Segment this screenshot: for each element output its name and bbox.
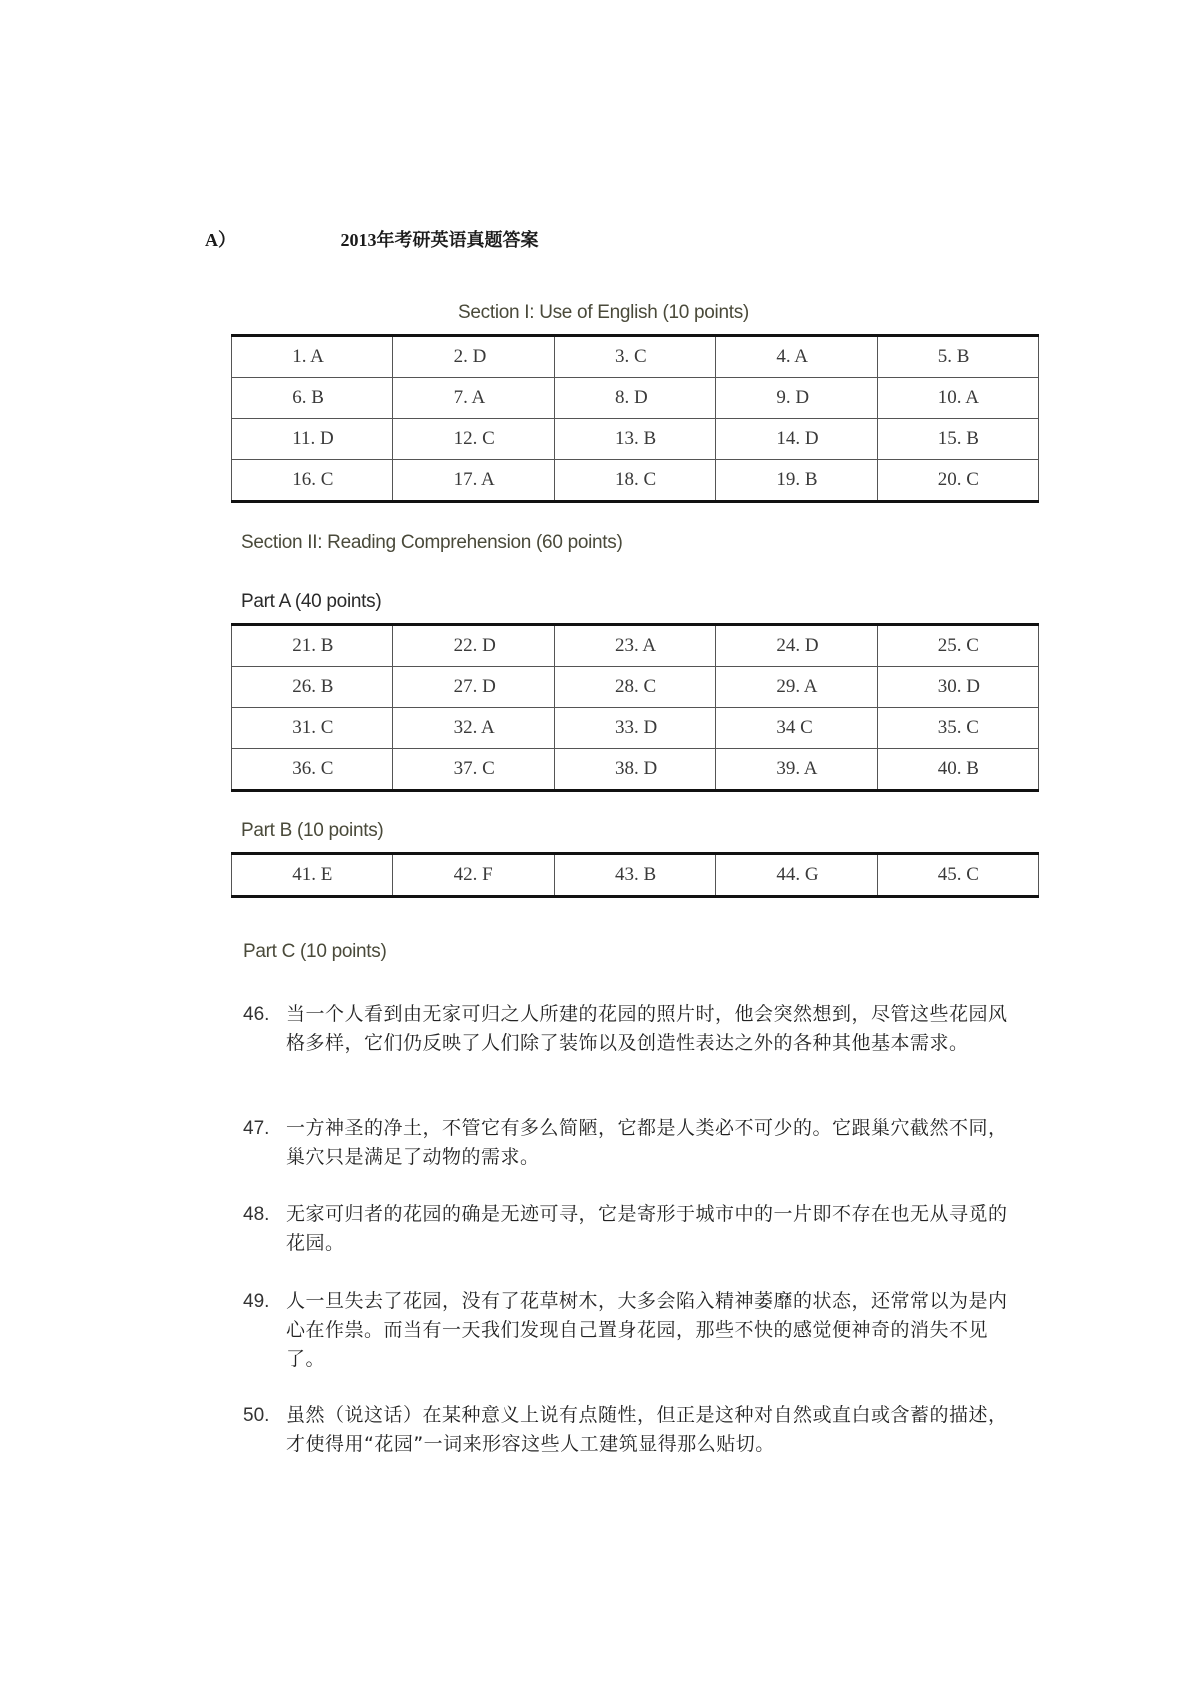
answer-text: 17. A <box>453 469 495 490</box>
answer-text: 38. D <box>614 758 658 779</box>
answer-text: 34 C <box>776 717 813 738</box>
answer-cell <box>393 336 554 378</box>
answer-cell <box>554 708 715 749</box>
partA-title: Part A (40 points) <box>241 591 382 612</box>
answer-text: 31. C <box>292 717 334 738</box>
answer-text: 28. C <box>614 676 657 697</box>
answer-cell <box>877 336 1038 378</box>
item-number: 49. <box>243 1291 270 1312</box>
answer-text: 42. F <box>453 864 493 885</box>
answer-cell <box>232 378 393 419</box>
translation-item <box>243 1114 1013 1172</box>
translation-item <box>243 1200 1013 1258</box>
answer-text: 20. C <box>937 469 979 490</box>
answer-cell <box>716 708 877 749</box>
translation-item <box>243 1401 1013 1459</box>
answer-text: 9. D <box>776 387 810 408</box>
answer-cell <box>877 854 1038 897</box>
answer-cell <box>393 419 554 460</box>
partA-answer-table <box>231 623 1039 792</box>
answer-text: 29. A <box>776 676 818 697</box>
answer-cell <box>554 667 715 708</box>
answer-text: 41. E <box>292 864 333 885</box>
answer-text: 25. C <box>937 635 979 656</box>
answer-cell <box>554 749 715 791</box>
answer-cell <box>716 625 877 667</box>
answer-row <box>232 460 1039 502</box>
answer-cell <box>393 667 554 708</box>
answer-cell <box>232 667 393 708</box>
answer-row <box>232 378 1039 419</box>
answer-text: 19. B <box>776 469 818 490</box>
item-number: 48. <box>243 1204 270 1225</box>
item-text: 虽然（说这话）在某种意义上说有点随性，但正是这种对自然或直白或含蓄的描述，才使得用“花园”一词来形容这些人工建筑显得那么贴切。 <box>286 1404 1008 1455</box>
answer-cell <box>232 854 393 897</box>
answer-text: 5. B <box>937 346 970 367</box>
section1-title: Section I: Use of English (10 points) <box>458 302 749 323</box>
answer-text: 7. A <box>453 387 486 408</box>
answer-text: 45. C <box>937 864 979 885</box>
answer-cell <box>393 625 554 667</box>
answer-text: 8. D <box>614 387 648 408</box>
answer-text: 40. B <box>937 758 979 779</box>
answer-cell <box>393 378 554 419</box>
answer-text: 24. D <box>776 635 819 656</box>
answer-cell <box>393 460 554 502</box>
answer-text: 11. D <box>292 428 334 449</box>
answer-cell <box>877 667 1038 708</box>
answer-cell <box>716 419 877 460</box>
answer-row <box>232 625 1039 667</box>
answer-text: 26. B <box>292 676 334 697</box>
section2-title: Section II: Reading Comprehension (60 points) <box>241 532 623 553</box>
item-text: 人一旦失去了花园，没有了花草树木，大多会陷入精神萎靡的状态，还常常以为是内心在作祟。而当有一天我们发现自己置身花园，那些不快的感觉便神奇的消失不见了。 <box>286 1290 1008 1370</box>
item-number: 46. <box>243 1004 270 1025</box>
answer-text: 18. C <box>614 469 657 490</box>
answer-text: 32. A <box>453 717 495 738</box>
item-number: 50. <box>243 1405 270 1426</box>
answer-cell <box>877 460 1038 502</box>
answer-text: 36. C <box>292 758 334 779</box>
heading-label: A） <box>205 230 236 250</box>
answer-text: 43. B <box>614 864 657 885</box>
answer-cell <box>232 708 393 749</box>
answer-cell <box>877 419 1038 460</box>
partB-answer-table <box>231 852 1039 898</box>
answer-text: 21. B <box>292 635 334 656</box>
answer-cell <box>716 378 877 419</box>
section1-answer-table <box>231 334 1039 503</box>
answer-cell <box>393 749 554 791</box>
answer-text: 33. D <box>614 717 658 738</box>
page-title: 2013年考研英语真题答案 <box>340 230 539 250</box>
item-text: 当一个人看到由无家可归之人所建的花园的照片时，他会突然想到，尽管这些花园风格多样，它们仍反映了人们除了装饰以及创造性表达之外的各种其他基本需求。 <box>286 1003 1008 1054</box>
item-text: 无家可归者的花园的确是无迹可寻，它是寄形于城市中的一片即不存在也无从寻觅的花园。 <box>286 1203 1008 1254</box>
answer-text: 14. D <box>776 428 819 449</box>
answer-cell <box>554 854 715 897</box>
answer-text: 1. A <box>292 346 324 367</box>
answer-text: 15. B <box>937 428 979 449</box>
answer-cell <box>554 336 715 378</box>
partC-title: Part C (10 points) <box>243 941 387 962</box>
item-number: 47. <box>243 1118 270 1139</box>
answer-text: 30. D <box>937 676 981 697</box>
answer-cell <box>232 419 393 460</box>
answer-text: 10. A <box>937 387 979 408</box>
answer-cell <box>554 419 715 460</box>
answer-text: 44. G <box>776 864 819 885</box>
answer-text: 16. C <box>292 469 334 490</box>
answer-text: 12. C <box>453 428 495 449</box>
answer-cell <box>716 667 877 708</box>
answer-text: 37. C <box>453 758 495 779</box>
answer-cell <box>554 460 715 502</box>
translation-item <box>243 1000 1013 1058</box>
answer-text: 13. B <box>614 428 657 449</box>
answer-cell <box>393 854 554 897</box>
answer-cell <box>232 460 393 502</box>
translation-item <box>243 1287 1013 1374</box>
item-text: 一方神圣的净土，不管它有多么简陋，它都是人类必不可少的。它跟巢穴截然不同，巢穴只是满足了动物的需求。 <box>286 1117 1008 1168</box>
answer-cell <box>554 625 715 667</box>
answer-cell <box>716 460 877 502</box>
answer-cell <box>232 336 393 378</box>
answer-text: 4. A <box>776 346 809 367</box>
answer-cell <box>877 378 1038 419</box>
answer-cell <box>716 336 877 378</box>
answer-text: 22. D <box>453 635 496 656</box>
partB-title: Part B (10 points) <box>241 820 384 841</box>
answer-text: 27. D <box>453 676 496 697</box>
answer-text: 23. A <box>614 635 657 656</box>
answer-cell <box>232 749 393 791</box>
answer-row <box>232 419 1039 460</box>
answer-cell <box>232 625 393 667</box>
answer-cell <box>877 625 1038 667</box>
answer-row <box>232 749 1039 791</box>
answer-text: 2. D <box>453 346 487 367</box>
answer-text: 3. C <box>614 346 647 367</box>
answer-text: 35. C <box>937 717 979 738</box>
answer-cell <box>554 378 715 419</box>
answer-cell <box>716 854 877 897</box>
page-heading <box>205 226 539 252</box>
answer-cell <box>393 708 554 749</box>
answer-row <box>232 708 1039 749</box>
answer-cell <box>877 749 1038 791</box>
answer-row <box>232 854 1039 897</box>
answer-cell <box>877 708 1038 749</box>
answer-row <box>232 336 1039 378</box>
answer-text: 39. A <box>776 758 818 779</box>
answer-text: 6. B <box>292 387 324 408</box>
answer-row <box>232 667 1039 708</box>
answer-cell <box>716 749 877 791</box>
